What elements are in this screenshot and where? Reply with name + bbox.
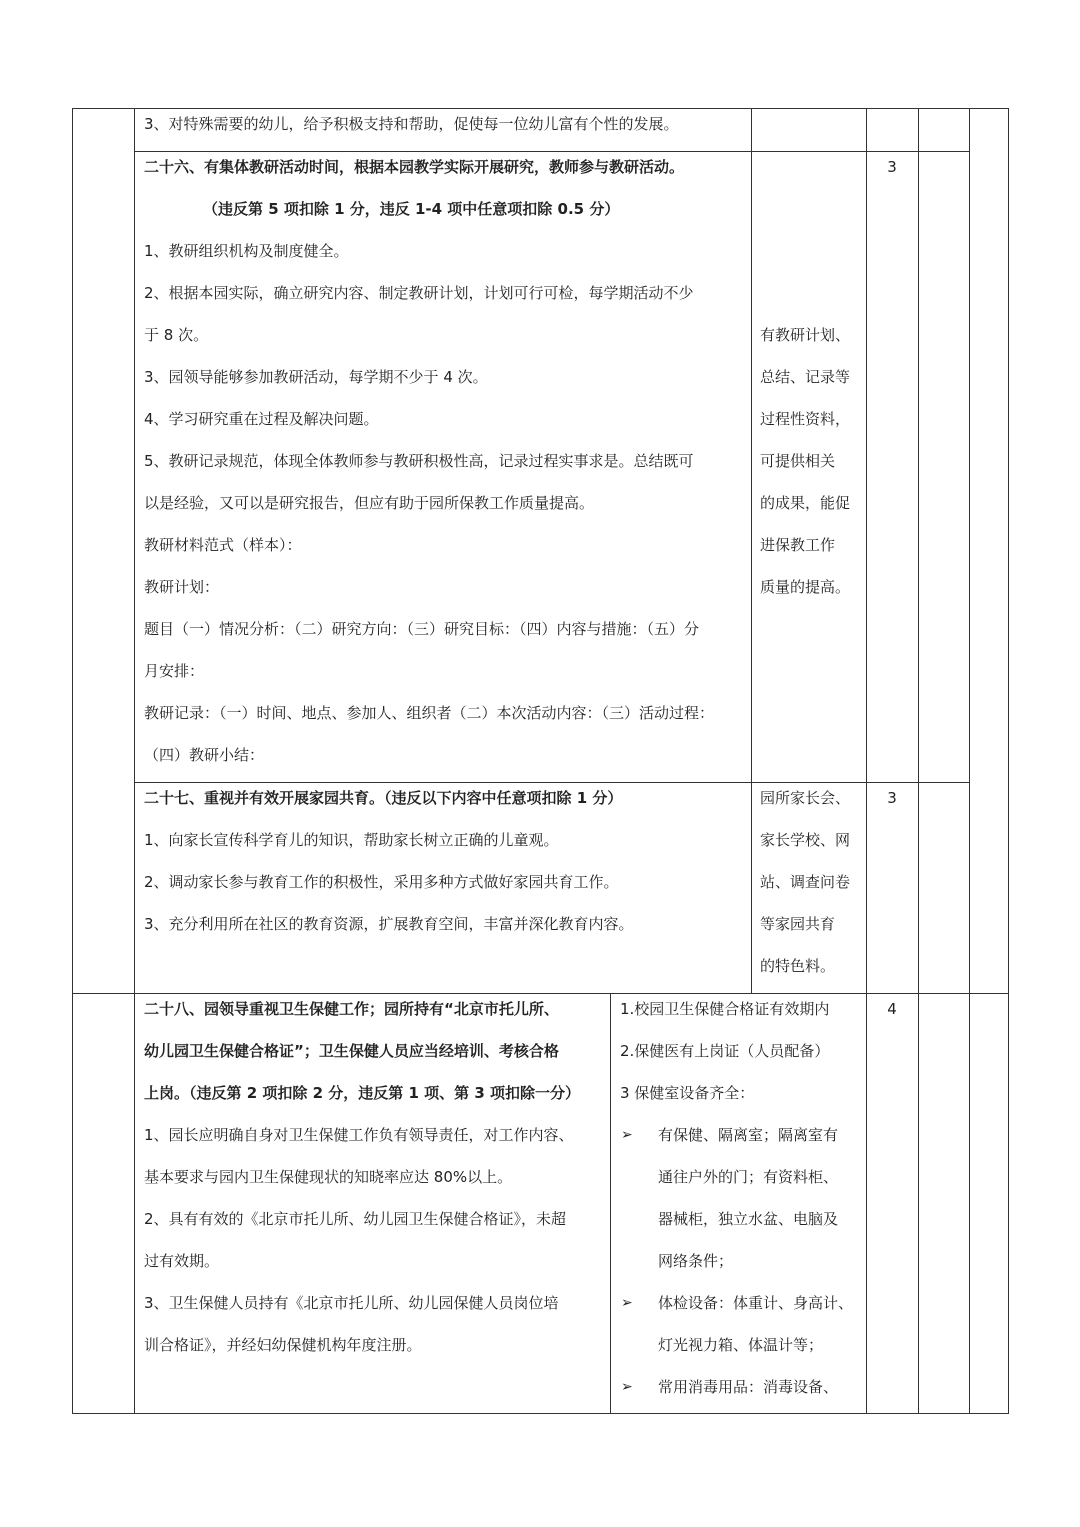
bullet-arrow-icon: ➢ [621,1127,633,1143]
col-line-content-right [751,108,752,993]
row3-line: 3、充分利用所在社区的教育资源，扩展教育空间，丰富并深化教育内容。 [144,915,634,933]
row3-line: 1、向家长宣传科学育儿的知识，帮助家长树立正确的儿童观。 [144,831,559,849]
row4-bullet-line: 有保健、隔离室；隔离室有 [658,1126,839,1144]
row2-line: 于 8 次。 [144,326,209,344]
row2-line: 月安排： [144,662,205,680]
row4-title-line: 幼儿园卫生保健合格证”；卫生保健人员应当经培训、考核合格 [144,1042,559,1060]
row2-method-line: 可提供相关 [760,452,836,470]
col-line-extra [969,108,970,1414]
row2-line: 1、教研组织机构及制度健全。 [144,242,349,260]
row2-line: 教研计划： [144,578,220,596]
row4-line: 基本要求与园内卫生保健现状的知晓率应达 80%以上。 [144,1168,513,1186]
row2-method-line: 的成果，能促 [760,494,851,512]
row4-line: 3、卫生保健人员持有《北京市托儿所、幼儿园保健人员岗位培 [144,1294,559,1312]
row2-line: 以是经验，又可以是研究报告，但应有助于园所保教工作质量提高。 [144,494,595,512]
col-line-left [72,108,73,1414]
row2-line: 4、学习研究重在过程及解决问题。 [144,410,379,428]
row3-method-line: 的特色料。 [760,957,836,975]
row3-method-line: 家长学校、网 [760,831,851,849]
row-line-bottom [72,1413,1008,1414]
row4-method-line: 1.校园卫生保健合格证有效期内 [620,1000,830,1018]
row4-bullet-line: 器械柜，独立水盆、电脑及 [658,1210,839,1228]
row4-score: 4 [887,1000,897,1018]
col-line-score-right [918,108,919,1414]
row2-line: 5、教研记录规范，体现全体教师参与教研积极性高，记录过程实事求是。总结既可 [144,452,694,470]
col-line-a [134,108,135,1414]
row2-score: 3 [887,158,897,176]
row3-score: 3 [887,789,897,807]
row4-bullet-line: 网络条件； [658,1252,734,1270]
row3-title: 二十七、重视并有效开展家园共育。（违反以下内容中任意项扣除 1 分） [144,789,623,807]
row1-content-line: 3、对特殊需要的幼儿，给予积极支持和帮助，促使每一位幼儿富有个性的发展。 [144,115,679,133]
row4-line: 1、园长应明确自身对卫生保健工作负有领导责任，对工作内容、 [144,1126,574,1144]
bullet-arrow-icon: ➢ [621,1295,633,1311]
row2-line: 教研材料范式（样本）： [144,536,302,554]
row2-method-line: 有教研计划、 [760,326,851,344]
row2-title: 二十六、有集体教研活动时间，根据本园教学实际开展研究，教师参与教研活动。 [144,158,685,176]
row3-line: 2、调动家长参与教育工作的积极性，采用多种方式做好家园共育工作。 [144,873,619,891]
row2-method-line: 进保教工作 [760,536,836,554]
row4-bullet-line: 常用消毒用品：消毒设备、 [658,1378,839,1396]
row-line-3 [72,993,1008,994]
row4-title-line: 二十八、园领导重视卫生保健工作；园所持有“北京市托儿所、 [144,1000,559,1018]
col-line-right [1008,108,1009,1414]
col-line-method-right [866,108,867,1414]
row4-bullet-line: 灯光视力箱、体温计等； [658,1336,824,1354]
row4-line: 训合格证》，并经妇幼保健机构年度注册。 [144,1336,422,1354]
col-line-content-right-row4 [610,993,611,1414]
bullet-arrow-icon: ➢ [621,1379,633,1395]
row3-method-line: 园所家长会、 [760,789,851,807]
row2-line: 题目（一）情况分析：（二）研究方向：（三）研究目标：（四）内容与措施：（五）分 [144,620,700,638]
row2-method-line: 总结、记录等 [760,368,851,386]
row4-method-line: 3 保健室设备齐全： [620,1084,755,1102]
row2-deduction: （违反第 5 项扣除 1 分，违反 1-4 项中任意项扣除 0.5 分） [203,200,620,218]
row-line-top [72,108,1008,109]
row4-line: 2、具有有效的《北京市托儿所、幼儿园卫生保健合格证》，未超 [144,1210,567,1228]
row2-line: 2、根据本园实际，确立研究内容、制定教研计划，计划可行可检，每学期活动不少 [144,284,694,302]
row2-method-line: 过程性资料， [760,410,851,428]
row4-bullet-line: 通往户外的门；有资料柜、 [658,1168,839,1186]
row-line-1 [134,151,969,152]
row2-method-line: 质量的提高。 [760,578,851,596]
row3-method-line: 等家园共育 [760,915,836,933]
row4-method-line: 2.保健医有上岗证（人员配备） [620,1042,830,1060]
row-line-2 [134,782,969,783]
row4-line: 过有效期。 [144,1252,220,1270]
row2-line: （四）教研小结： [144,746,265,764]
row4-bullet-line: 体检设备：体重计、身高计、 [658,1294,854,1312]
row3-method-line: 站、调查问卷 [760,873,851,891]
row2-line: 教研记录：（一）时间、地点、参加人、组织者（二）本次活动内容：（三）活动过程： [144,704,715,722]
row4-title-line: 上岗。（违反第 2 项扣除 2 分，违反第 1 项、第 3 项扣除一分） [144,1084,581,1102]
row2-line: 3、园领导能够参加教研活动，每学期不少于 4 次。 [144,368,488,386]
